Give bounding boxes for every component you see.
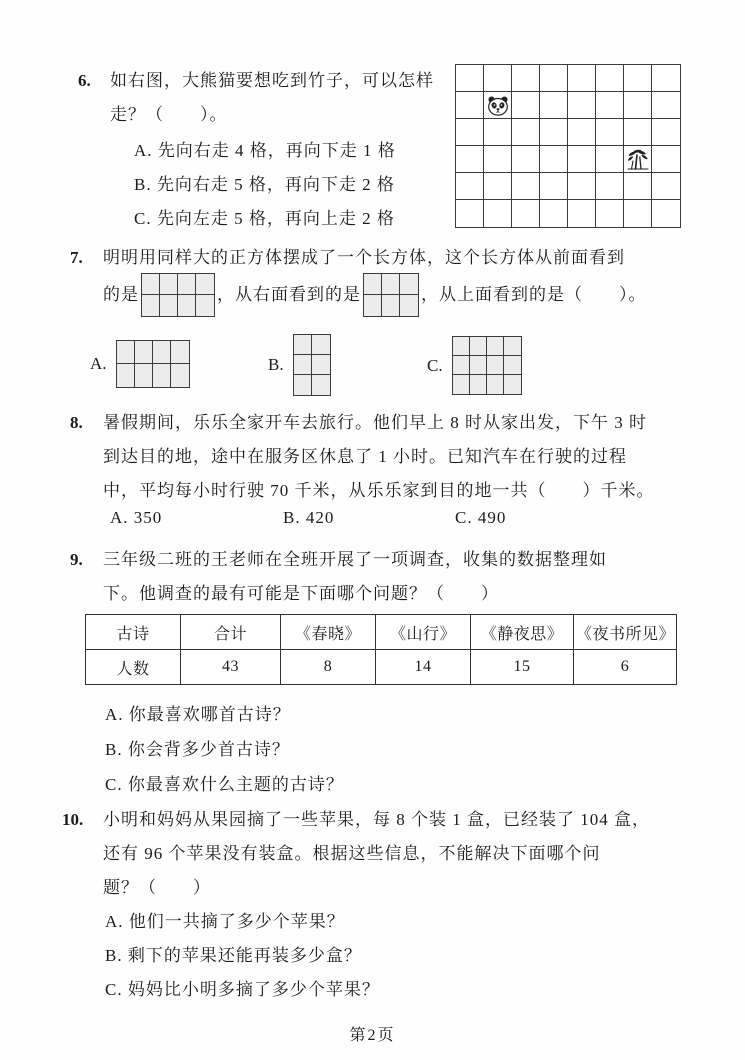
table-cell: 《静夜思》 — [471, 615, 574, 650]
option-a: A. 先向右走 4 格，再向下走 1 格 — [134, 141, 396, 160]
grid-cell — [142, 274, 160, 295]
grid-cell — [624, 173, 652, 200]
question-text-line: 如右图，大熊猫要想吃到竹子，可以怎样 — [110, 71, 434, 90]
grid-cell — [456, 119, 484, 146]
grid-cell — [117, 364, 135, 387]
grid-cell — [484, 173, 512, 200]
grid-cell — [453, 356, 470, 375]
grid-cell — [484, 119, 512, 146]
grid-cell — [624, 119, 652, 146]
grid-cell — [512, 119, 540, 146]
grid-cell — [382, 274, 400, 295]
question-text-line: 下。他调查的最有可能是下面哪个问题？（ ） — [103, 584, 499, 603]
question-number: 6. — [78, 71, 91, 90]
grid-cell — [364, 295, 382, 316]
grid-cell — [400, 274, 418, 295]
table-cell: 8 — [281, 650, 376, 685]
grid-cell — [456, 92, 484, 119]
grid-cell — [568, 65, 596, 92]
grid-cell — [171, 364, 189, 387]
grid-cell — [382, 295, 400, 316]
option-a: A. 他们一共摘了多少个苹果？ — [105, 912, 345, 931]
table-cell: 15 — [471, 650, 574, 685]
table-row-header — [86, 615, 677, 650]
grid-cell — [540, 200, 568, 227]
grid-cell — [596, 92, 624, 119]
grid-cell — [652, 173, 680, 200]
question-number: 8. — [70, 413, 83, 432]
front-view-grid — [141, 273, 215, 317]
right-view-grid — [363, 273, 419, 317]
grid-cell — [540, 65, 568, 92]
grid-cell — [504, 375, 521, 394]
question-text-line — [103, 837, 650, 871]
table-row-values — [86, 650, 677, 685]
grid-cell — [540, 146, 568, 173]
panda-icon — [484, 92, 511, 118]
grid-cell — [652, 146, 680, 173]
grid-cell — [568, 200, 596, 227]
grid-cell — [596, 119, 624, 146]
panda-bamboo-grid — [455, 64, 681, 228]
emphasized-text: 不能 — [438, 844, 475, 863]
grid-cell — [624, 200, 652, 227]
grid-cell — [596, 146, 624, 173]
grid-cell — [512, 65, 540, 92]
question-text-segment: ，从上面看到的是（ ）。 — [421, 285, 647, 304]
option-b: B. 你会背多少首古诗？ — [105, 740, 290, 759]
option-row — [0, 508, 745, 542]
question-text-line: 题？（ ） — [103, 878, 211, 897]
grid-cell — [652, 200, 680, 227]
question-text-line: 明明用同样大的正方体摆成了一个长方体，这个长方体从前面看到 — [103, 248, 625, 267]
option-label: A. — [90, 354, 107, 373]
question-text-segment: 的是 — [103, 285, 139, 304]
option-a — [90, 340, 190, 388]
option-b: B. 420 — [283, 508, 335, 527]
question-number: 10. — [62, 810, 84, 829]
grid-cell — [160, 295, 178, 316]
question-text-line: 中，平均每小时行驶 70 千米，从乐乐家到目的地一共（ ）千米。 — [103, 481, 655, 500]
grid-cell — [117, 341, 135, 364]
grid-cell — [456, 65, 484, 92]
grid-cell — [484, 92, 512, 119]
option-c: C. 490 — [455, 508, 507, 527]
option-label: B. — [268, 355, 284, 374]
option-c: C. 先向左走 5 格，再向上走 2 格 — [134, 209, 395, 228]
option-c — [427, 336, 522, 395]
option-label: C. — [427, 355, 443, 375]
grid-cell — [142, 295, 160, 316]
question-text-line: 走？（ ）。 — [110, 105, 228, 124]
grid-cell — [487, 337, 504, 356]
question-text-line: 小明和妈妈从果园摘了一些苹果，每 8 个装 1 盒，已经装了 104 盒， — [103, 810, 650, 829]
grid-cell — [196, 274, 214, 295]
question-text-segment: ，从右面看到的是 — [217, 285, 361, 304]
grid-cell — [540, 119, 568, 146]
grid-cell — [596, 200, 624, 227]
grid-cell — [504, 356, 521, 375]
bamboo-icon — [624, 146, 651, 172]
option-c-grid — [452, 336, 522, 395]
option-b — [268, 334, 331, 396]
grid-cell — [540, 92, 568, 119]
grid-cell — [568, 173, 596, 200]
grid-cell — [568, 92, 596, 119]
table-cell: 人数 — [86, 650, 181, 685]
grid-cell — [624, 146, 652, 173]
grid-cell — [153, 364, 171, 387]
grid-cell — [294, 355, 312, 375]
option-b: B. 剩下的苹果还能再装多少盒？ — [105, 946, 362, 965]
grid-cell — [178, 274, 196, 295]
grid-cell — [135, 341, 153, 364]
question-text-segment: 解决下面哪个问 — [474, 844, 601, 863]
grid-cell — [364, 274, 382, 295]
grid-cell — [456, 200, 484, 227]
grid-cell — [453, 337, 470, 356]
grid-cell — [487, 356, 504, 375]
option-b: B. 先向右走 5 格，再向下走 2 格 — [134, 175, 395, 194]
grid-cell — [512, 146, 540, 173]
grid-cell — [456, 146, 484, 173]
question-text-line: 三年级二班的王老师在全班开展了一项调查，收集的数据整理如 — [103, 550, 607, 569]
survey-table — [85, 614, 677, 685]
question-number: 7. — [70, 248, 83, 267]
table-cell: 合计 — [181, 615, 281, 650]
grid-cell — [470, 356, 487, 375]
grid-cell — [178, 295, 196, 316]
grid-cell — [484, 200, 512, 227]
table-cell: 《春晓》 — [281, 615, 376, 650]
table-cell: 《夜书所见》 — [574, 615, 677, 650]
grid-cell — [312, 355, 330, 375]
question-number: 9. — [70, 550, 83, 569]
option-b-grid — [293, 334, 331, 396]
grid-cell — [484, 146, 512, 173]
grid-cell — [294, 375, 312, 395]
table-cell: 古诗 — [86, 615, 181, 650]
table-cell: 14 — [376, 650, 471, 685]
grid-cell — [540, 173, 568, 200]
table-cell: 43 — [181, 650, 281, 685]
option-c: C. 妈妈比小明多摘了多少个苹果？ — [105, 980, 380, 999]
grid-cell — [312, 335, 330, 355]
grid-cell — [624, 92, 652, 119]
grid-cell — [487, 375, 504, 394]
grid-cell — [294, 335, 312, 355]
grid-cell — [470, 375, 487, 394]
grid-cell — [512, 200, 540, 227]
grid-cell — [624, 65, 652, 92]
grid-cell — [568, 119, 596, 146]
grid-cell — [652, 65, 680, 92]
grid-cell — [171, 341, 189, 364]
option-row — [0, 332, 745, 396]
option-c: C. 你最喜欢什么主题的古诗？ — [105, 775, 344, 794]
grid-cell — [484, 65, 512, 92]
grid-cell — [596, 65, 624, 92]
grid-cell — [504, 337, 521, 356]
option-a: A. 350 — [110, 508, 163, 527]
question-text-line: 到达目的地，途中在服务区休息了 1 小时。已知汽车在行驶的过程 — [103, 447, 627, 466]
grid-cell — [512, 173, 540, 200]
grid-cell — [196, 295, 214, 316]
grid-cell — [652, 92, 680, 119]
grid-cell — [456, 173, 484, 200]
table-cell: 6 — [574, 650, 677, 685]
grid-cell — [453, 375, 470, 394]
grid-cell — [153, 341, 171, 364]
option-a: A. 你最喜欢哪首古诗？ — [105, 705, 291, 724]
grid-cell — [135, 364, 153, 387]
page-footer: 第2页 — [349, 1027, 396, 1044]
grid-cell — [312, 375, 330, 395]
grid-cell — [512, 92, 540, 119]
option-a-grid — [116, 340, 190, 388]
grid-cell — [596, 173, 624, 200]
grid-cell — [470, 337, 487, 356]
grid-cell — [568, 146, 596, 173]
grid-cell — [400, 295, 418, 316]
question-text-segment: 还有 96 个苹果没有装盒。根据这些信息， — [103, 844, 439, 863]
question-text-line: 暑假期间，乐乐全家开车去旅行。他们早上 8 时从家出发，下午 3 时 — [103, 413, 647, 432]
table-cell: 《山行》 — [376, 615, 471, 650]
grid-cell — [652, 119, 680, 146]
grid-cell — [160, 274, 178, 295]
